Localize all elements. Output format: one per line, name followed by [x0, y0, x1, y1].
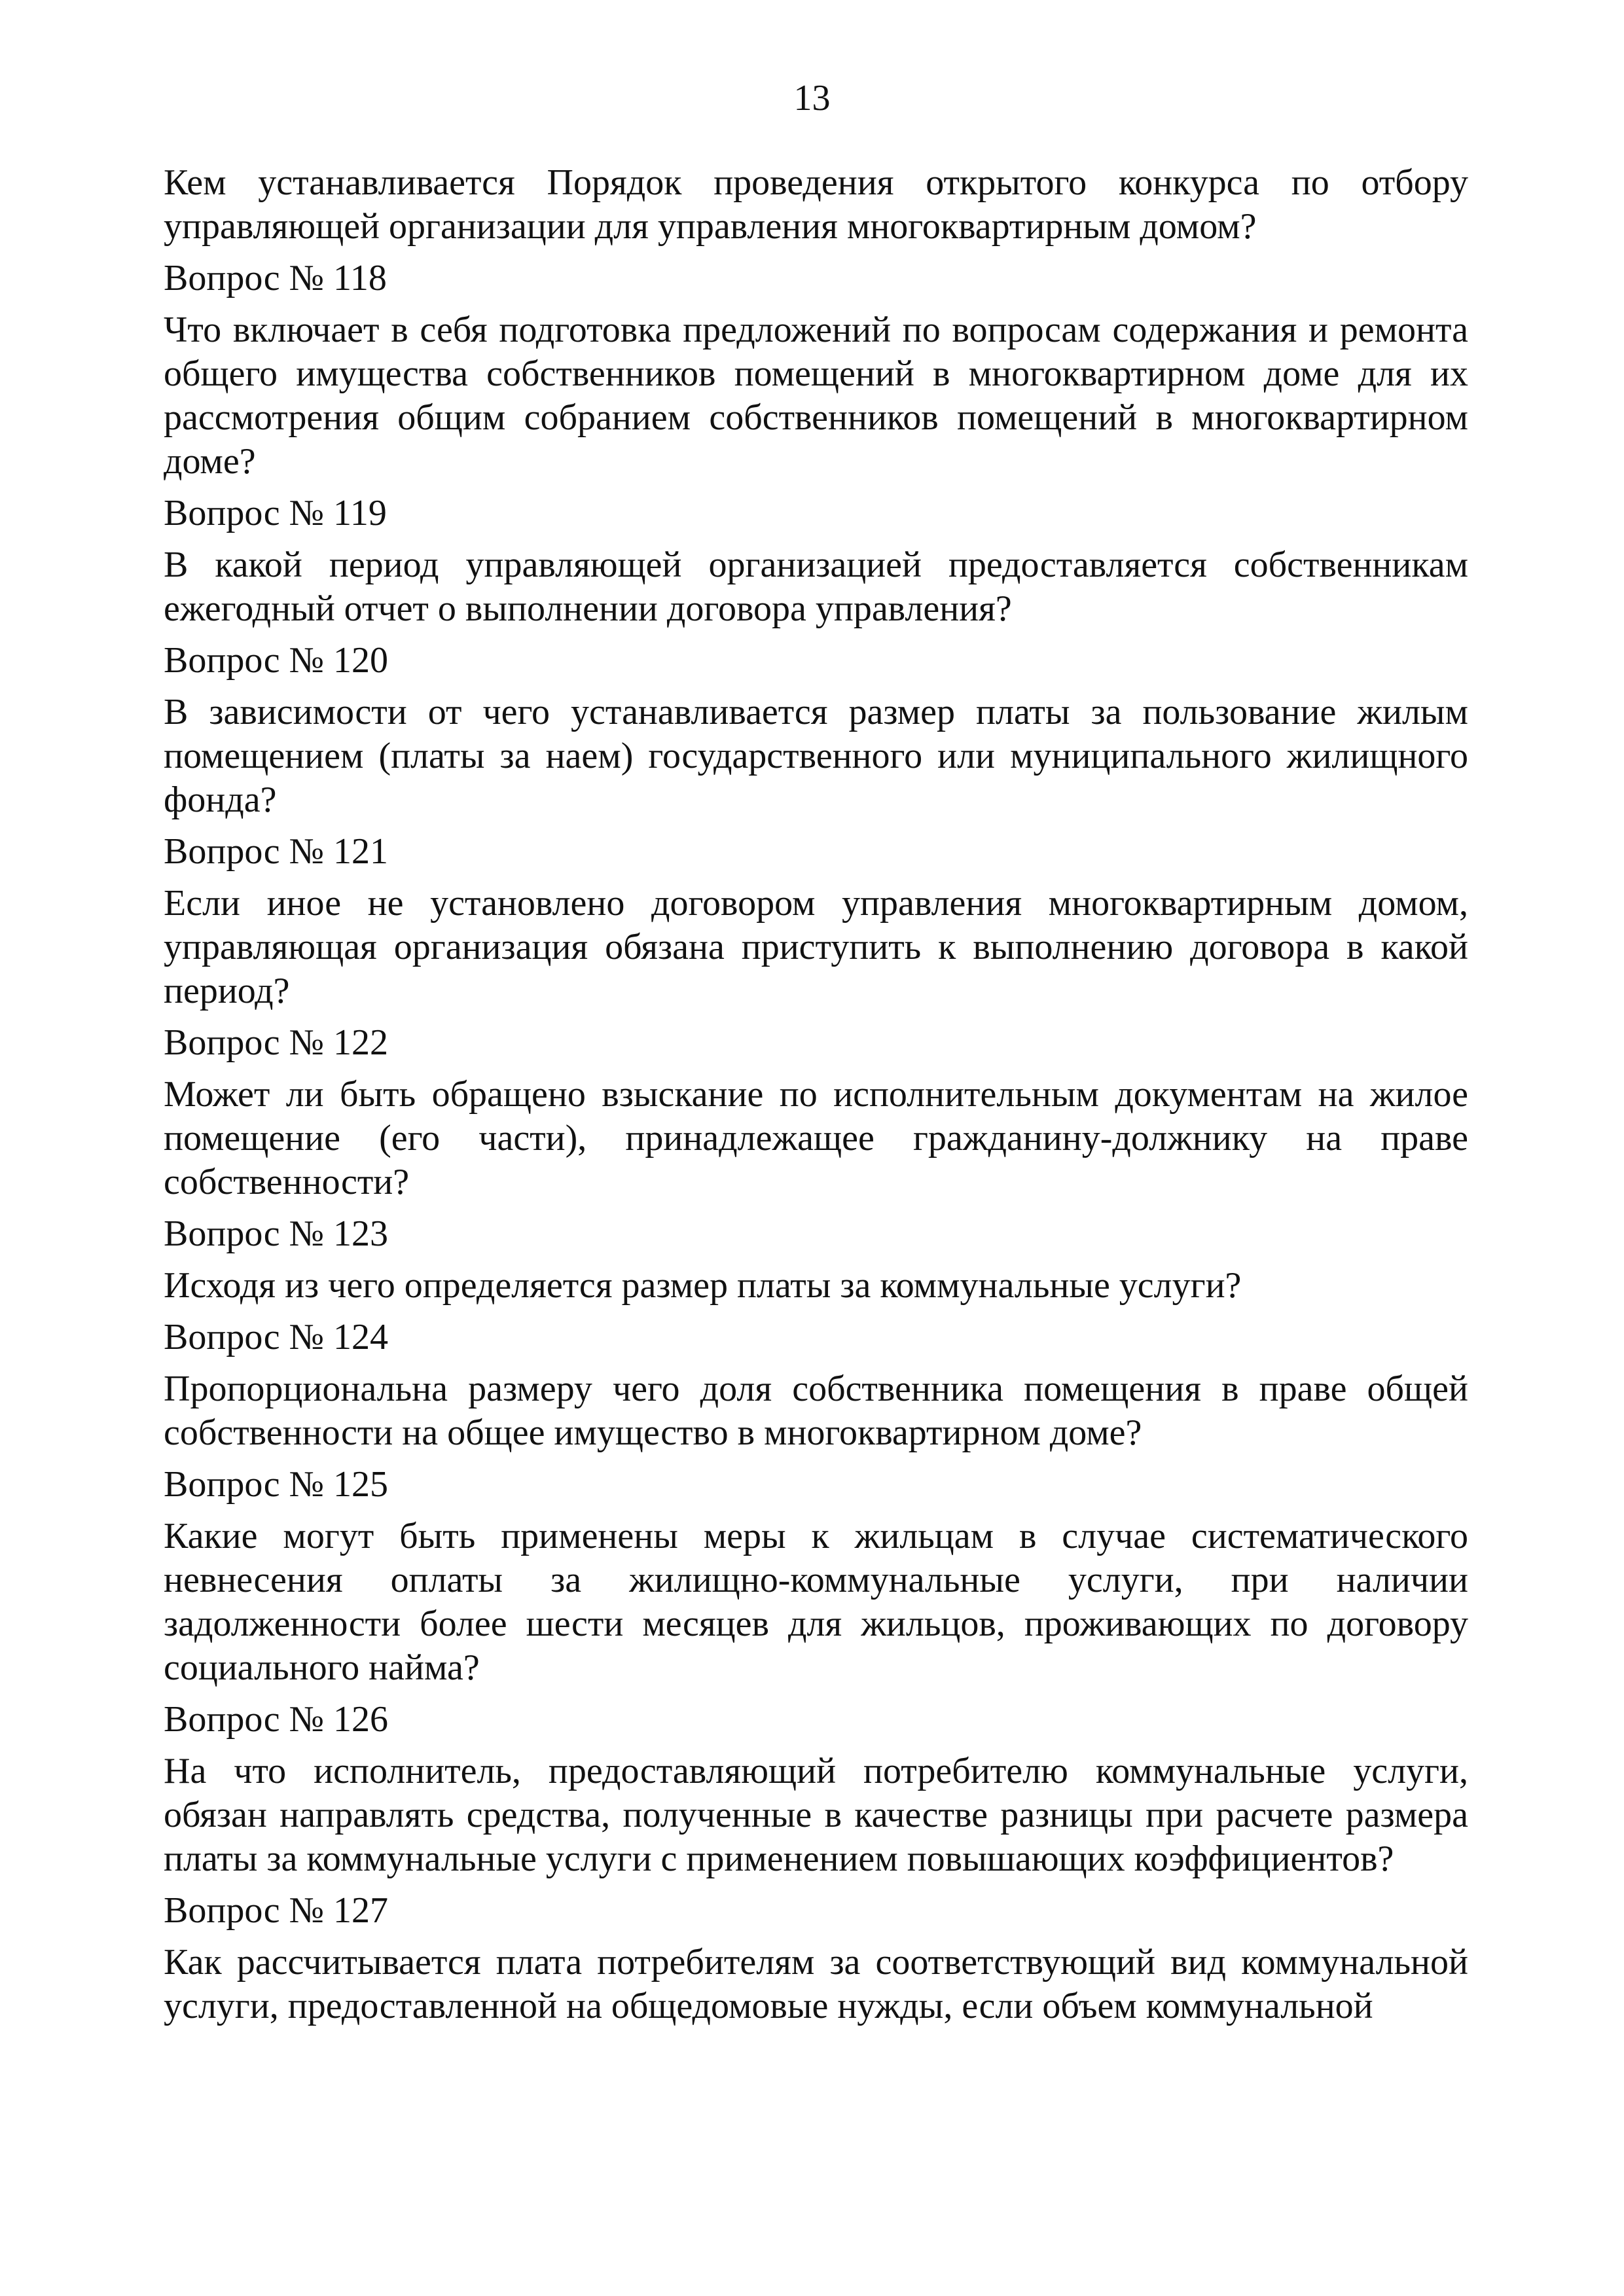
question-label: Вопрос № 120: [164, 640, 388, 681]
question-label: Вопрос № 121: [164, 831, 388, 872]
question-text: В какой период управляющей организацией предоставляется собственникам ежегодный отчет о выполнении договора управления?: [164, 545, 1468, 629]
question-text: На что исполнитель, предоставляющий потребителю коммунальные услуги, обязан направлять средства, полученные в качестве разницы при расчете размера платы за коммунальные услуги с применением повышающих коэффициентов?: [164, 1751, 1468, 1879]
question-text: Что включает в себя подготовка предложений по вопросам содержания и ремонта общего имущества собственников помещений в многоквартирном доме для их рассмотрения общим собранием собственников помещений в многоквартирном доме?: [164, 310, 1468, 482]
question-text: Как рассчитывается плата потребителям за соответствующий вид коммунальной услуги, предоставленной на общедомовые нужды, если объем коммунальной: [164, 1942, 1468, 2026]
question-text: Может ли быть обращено взыскание по исполнительным документам на жилое помещение (его части), принадлежащее гражданину-должнику на праве собственности?: [164, 1074, 1468, 1202]
question-text: Если иное не установлено договором управления многоквартирным домом, управляющая организация обязана приступить к выполнению договора в какой период?: [164, 883, 1468, 1011]
question-label: Вопрос № 118: [164, 258, 387, 298]
question-text: Исходя из чего определяется размер платы за коммунальные услуги?: [164, 1265, 1242, 1306]
question-label: Вопрос № 124: [164, 1317, 388, 1357]
question-text: Какие могут быть применены меры к жильцам в случае систематического невнесения оплаты за жилищно-коммунальные услуги, при наличии задолженности более шести месяцев для жильцов, проживающих по договору социального найма?: [164, 1516, 1468, 1688]
question-label: Вопрос № 123: [164, 1213, 388, 1254]
question-label: Вопрос № 125: [164, 1464, 388, 1505]
question-label: Вопрос № 119: [164, 493, 387, 533]
question-text: Кем устанавливается Порядок проведения открытого конкурса по отбору управляющей организации для управления многоквартирным домом?: [164, 162, 1468, 247]
question-label: Вопрос № 127: [164, 1890, 388, 1931]
page-number: 13: [793, 78, 831, 118]
page-content: [164, 161, 1468, 2036]
question-text: В зависимости от чего устанавливается размер платы за пользование жилым помещением (платы за наем) государственного или муниципального жилищного фонда?: [164, 692, 1468, 820]
question-text: Пропорциональна размеру чего доля собственника помещения в праве общей собственности на общее имущество в многоквартирном доме?: [164, 1369, 1468, 1453]
question-label: Вопрос № 126: [164, 1699, 388, 1740]
question-label: Вопрос № 122: [164, 1022, 388, 1063]
